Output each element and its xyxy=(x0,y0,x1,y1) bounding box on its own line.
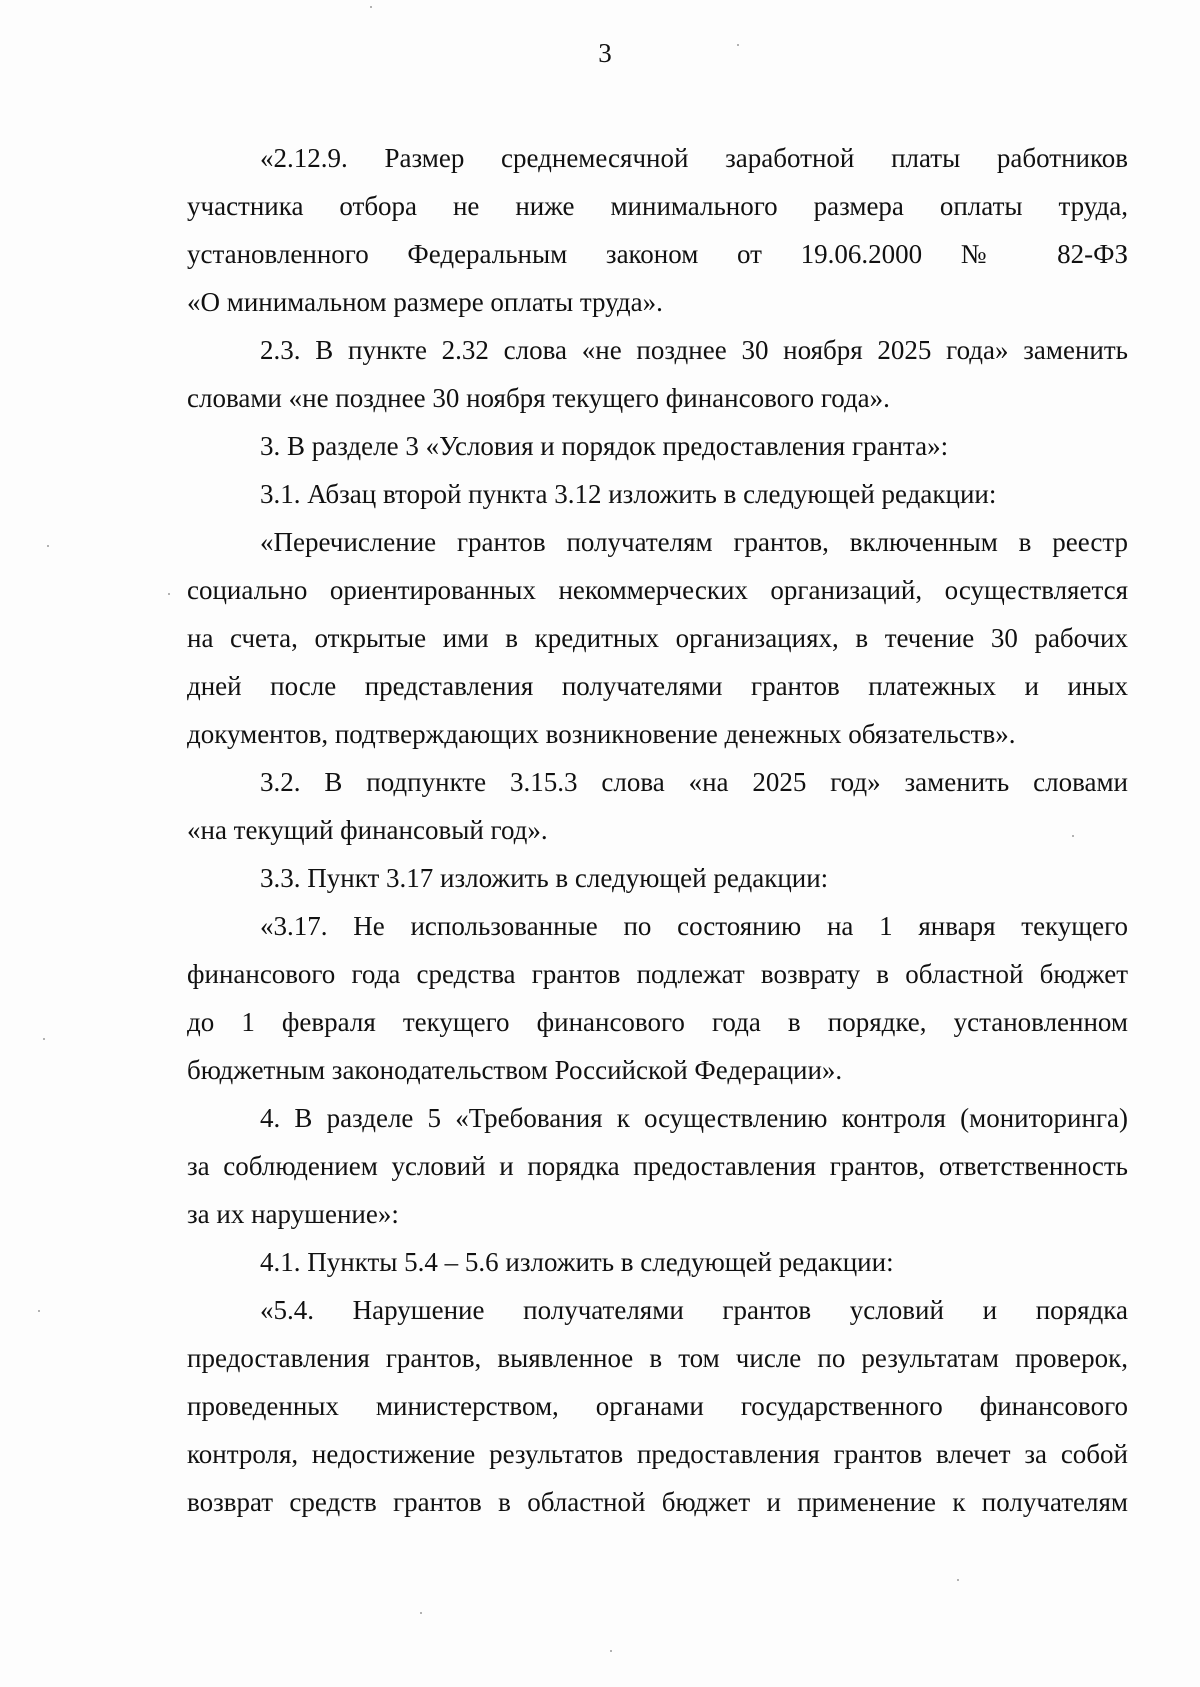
text-line: до 1 февраля текущего финансового года в порядке, установленном xyxy=(187,1007,1128,1037)
text-line: за соблюдением условий и порядка предоставления грантов, ответственность xyxy=(187,1151,1128,1181)
text-line: на счета, открытые ими в кредитных организациях, в течение 30 рабочих xyxy=(187,623,1128,653)
text-line: предоставления грантов, выявленное в том числе по результатам проверок, xyxy=(187,1343,1128,1373)
paragraph-3-3 xyxy=(187,854,1128,902)
paragraph-3 xyxy=(187,422,1128,470)
text-line: документов, подтверждающих возникновение денежных обязательств». xyxy=(187,719,1016,749)
paragraph-3-17 xyxy=(187,902,1128,1094)
text-line: 3.1. Абзац второй пункта 3.12 изложить в следующей редакции: xyxy=(260,479,997,509)
scan-speck xyxy=(47,545,49,547)
text-line: 4. В разделе 5 «Требования к осуществлению контроля (мониторинга) xyxy=(260,1103,1128,1133)
text-line: «5.4. Нарушение получателями грантов условий и порядка xyxy=(260,1295,1128,1325)
scan-speck xyxy=(957,1579,959,1581)
paragraph-grant-transfer xyxy=(187,518,1128,758)
text-line: «на текущий финансовый год». xyxy=(187,815,548,845)
paragraph-3-2 xyxy=(187,758,1128,854)
text-line: контроля, недостижение результатов предоставления грантов влечет за собой xyxy=(187,1439,1128,1469)
text-line: за их нарушение»: xyxy=(187,1199,399,1229)
document-body xyxy=(187,134,1128,1526)
scan-speck xyxy=(168,593,170,595)
text-line: 3.2. В подпункте 3.15.3 слова «на 2025 год» заменить словами xyxy=(260,767,1128,797)
text-line: бюджетным законодательством Российской Федерации». xyxy=(187,1055,843,1085)
paragraph-4-1 xyxy=(187,1238,1128,1286)
page-number: 3 xyxy=(598,38,612,68)
text-line: словами «не позднее 30 ноября текущего финансового года». xyxy=(187,383,890,413)
text-line: финансового года средства грантов подлежат возврату в областной бюджет xyxy=(187,959,1128,989)
text-line: 4.1. Пункты 5.4 – 5.6 изложить в следующей редакции: xyxy=(260,1247,894,1277)
scan-speck xyxy=(1072,835,1074,837)
paragraph-5-4 xyxy=(187,1286,1128,1526)
scan-speck xyxy=(420,1612,422,1614)
text-line: «2.12.9. Размер среднемесячной заработной платы работников xyxy=(260,143,1128,173)
text-line: 3.3. Пункт 3.17 изложить в следующей редакции: xyxy=(260,863,829,893)
text-line: социально ориентированных некоммерческих организаций, осуществляется xyxy=(187,575,1128,605)
text-line: возврат средств грантов в областной бюджет и применение к получателям xyxy=(187,1487,1128,1517)
text-line: дней после представления получателями грантов платежных и иных xyxy=(187,671,1128,701)
paragraph-3-1 xyxy=(187,470,1128,518)
text-line: 2.3. В пункте 2.32 слова «не позднее 30 ноября 2025 года» заменить xyxy=(260,335,1128,365)
text-line: участника отбора не ниже минимального размера оплаты труда, xyxy=(187,191,1128,221)
paragraph-4 xyxy=(187,1094,1128,1238)
paragraph-2-3 xyxy=(187,326,1128,422)
scan-speck xyxy=(610,1650,612,1652)
scan-speck xyxy=(43,1038,45,1040)
scan-speck xyxy=(370,6,372,8)
text-line: «Перечисление грантов получателям грантов, включенным в реестр xyxy=(260,527,1128,557)
text-line: 3. В разделе 3 «Условия и порядок предоставления гранта»: xyxy=(260,431,949,461)
text-line: установленного Федеральным законом от 19.06.2000 № 82-ФЗ xyxy=(187,239,1128,269)
text-line: «3.17. Не использованные по состоянию на 1 января текущего xyxy=(260,911,1128,941)
scan-speck xyxy=(737,44,739,46)
paragraph-2-12-9 xyxy=(187,134,1128,326)
text-line: проведенных министерством, органами государственного финансового xyxy=(187,1391,1128,1421)
text-line: «О минимальном размере оплаты труда». xyxy=(187,287,663,317)
scan-speck xyxy=(38,1310,40,1312)
